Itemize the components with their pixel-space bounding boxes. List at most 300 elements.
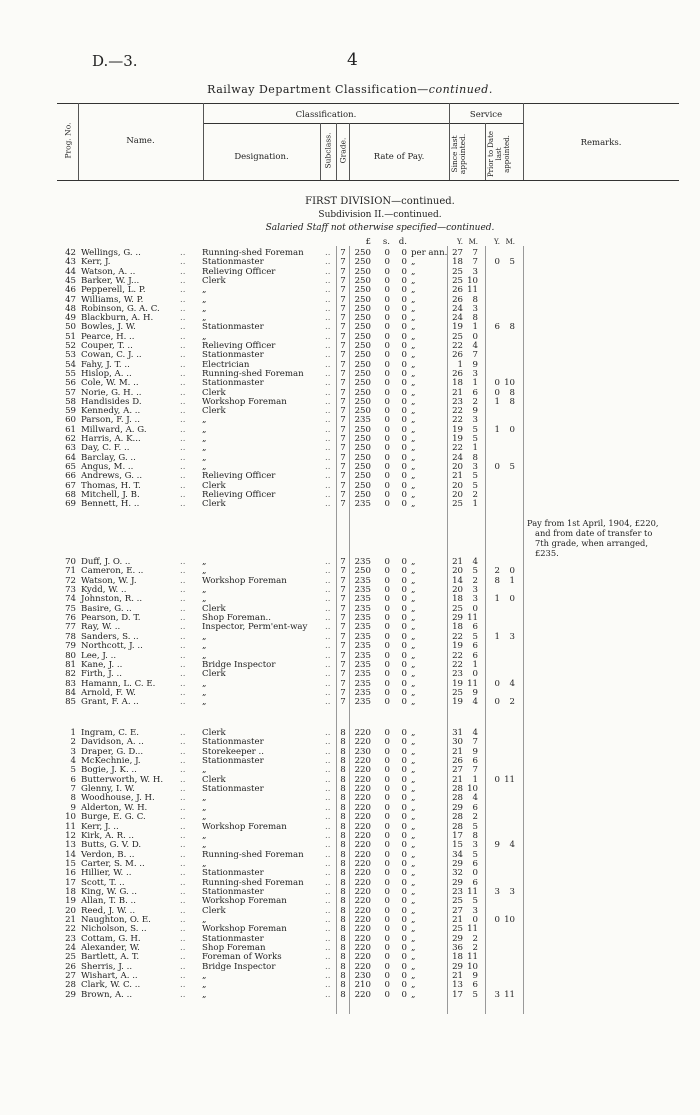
cell-name: Kerr, J. .. [81, 821, 119, 832]
cell-per: „ [411, 989, 416, 1000]
cell-name: Couper, T. .. [81, 341, 133, 351]
cell-m: 3 [472, 840, 478, 851]
cell-pm: 0 [509, 594, 515, 605]
cell-des: „ [202, 631, 207, 642]
cell-m: 7 [472, 765, 478, 776]
cell-no: 63 [65, 443, 76, 454]
cell-d: 0 [401, 631, 407, 642]
cell-y: 23 [452, 886, 463, 897]
cell-pm: 4 [509, 840, 515, 851]
cell-y: 21 [452, 557, 463, 567]
cell-name: Alexander, W. [81, 943, 140, 954]
cell-per: „ [411, 322, 416, 333]
cell-m: 1 [472, 322, 478, 333]
cell-no: 5 [70, 765, 76, 776]
cell-s: 0 [384, 802, 390, 813]
cell-des: „ [202, 641, 207, 652]
cell-y: 26 [452, 756, 463, 767]
cell-des: Clerk [202, 387, 226, 398]
cell-name: Glenny, I. W. [81, 784, 135, 795]
leader-dots: .. [180, 802, 186, 813]
cell-m: 9 [472, 687, 478, 698]
cell-py: 0 [494, 697, 500, 708]
leader-dots: .. [325, 849, 331, 860]
cell-des: „ [202, 793, 207, 804]
cell-name: Pepperell, L. P. [81, 285, 146, 296]
cell-no: 77 [65, 622, 76, 633]
leader-dots: .. [180, 415, 186, 426]
cell-des: „ [202, 313, 207, 324]
cell-y: 36 [452, 943, 463, 954]
cell-s: 0 [384, 905, 390, 916]
cell-m: 2 [472, 489, 478, 500]
cell-l: 220 [354, 849, 371, 860]
leader-dots: .. [180, 489, 186, 500]
cell-grade: 7 [340, 257, 346, 268]
cell-pm: 2 [509, 697, 515, 708]
cell-per: „ [411, 933, 416, 944]
leader-dots: .. [180, 471, 186, 482]
cell-m: 5 [472, 434, 478, 444]
leader-dots: .. [180, 774, 186, 785]
cell-s: 0 [384, 868, 390, 879]
leader-dots: .. [180, 499, 186, 510]
cell-per: „ [411, 971, 416, 982]
unit-pound: £ [365, 237, 371, 247]
cell-l: 220 [354, 774, 371, 785]
cell-m: 4 [472, 341, 478, 351]
cell-no: 78 [65, 631, 76, 642]
header-rate-of-pay: Rate of Pay. [373, 152, 425, 162]
cell-des: Clerk [202, 480, 226, 491]
cell-per: „ [411, 980, 416, 991]
cell-per: „ [411, 697, 416, 708]
cell-d: 0 [401, 613, 407, 624]
cell-d: 0 [401, 471, 407, 482]
cell-l: 220 [354, 896, 371, 907]
cell-l: 220 [354, 924, 371, 935]
cell-py: 6 [494, 322, 500, 333]
cell-m: 8 [472, 294, 478, 305]
cell-no: 11 [65, 821, 76, 832]
cell-l: 230 [354, 746, 371, 757]
cell-per: „ [411, 480, 416, 491]
cell-per: „ [411, 650, 416, 661]
cell-per: „ [411, 603, 416, 614]
classification-rule [203, 123, 449, 124]
cell-per: „ [411, 461, 416, 472]
leader-dots: .. [325, 896, 331, 907]
cell-name: Bogie, J. K. .. [81, 765, 137, 776]
cell-des: „ [202, 585, 207, 596]
cell-per: „ [411, 868, 416, 879]
cell-pm: 8 [509, 387, 515, 398]
cell-s: 0 [384, 499, 390, 510]
cell-grade: 7 [340, 341, 346, 351]
cell-l: 250 [354, 341, 371, 351]
cell-s: 0 [384, 830, 390, 841]
cell-name: Watson, A. .. [81, 266, 136, 277]
cell-des: Stationmaster [202, 886, 264, 897]
cell-m: 8 [472, 313, 478, 324]
leader-dots: .. [325, 756, 331, 767]
cell-des: Stationmaster [202, 868, 264, 879]
cell-no: 76 [65, 613, 76, 624]
cell-d: 0 [401, 313, 407, 324]
cell-no: 75 [65, 603, 76, 614]
cell-l: 250 [354, 350, 371, 361]
cell-m: 10 [467, 961, 478, 972]
cell-name: Williams, W. P. [81, 294, 144, 305]
cell-m: 6 [472, 650, 478, 661]
leader-dots: .. [325, 313, 331, 324]
header-designation: Designation. [234, 152, 289, 162]
cell-l: 250 [354, 452, 371, 463]
cell-y: 20 [452, 480, 463, 491]
remark-line: 7th grade, when arranged, [535, 538, 648, 548]
cell-s: 0 [384, 368, 390, 379]
cell-m: 8 [472, 830, 478, 841]
cell-d: 0 [401, 915, 407, 925]
cell-des: „ [202, 285, 207, 296]
cell-no: 19 [65, 896, 76, 907]
cell-l: 220 [354, 943, 371, 954]
title-suffix: —continued. [417, 83, 493, 96]
table-row [0, 697, 700, 707]
leader-dots: .. [180, 443, 186, 454]
cell-y: 25 [452, 896, 463, 907]
leader-dots: .. [180, 359, 186, 370]
cell-name: Butterworth, W. H. [81, 774, 164, 785]
cell-py: 0 [494, 915, 500, 925]
cell-l: 235 [354, 622, 371, 633]
cell-py: 0 [494, 257, 500, 268]
cell-l: 220 [354, 886, 371, 897]
leader-dots: .. [180, 659, 186, 670]
cell-des: „ [202, 802, 207, 813]
cell-des: Running-shed Foreman [202, 248, 304, 258]
leader-dots: .. [325, 266, 331, 277]
cell-m: 3 [472, 461, 478, 472]
leader-dots: .. [325, 840, 331, 851]
cell-per: per ann. [411, 248, 448, 258]
cell-per: „ [411, 585, 416, 596]
cell-des: „ [202, 971, 207, 982]
cell-d: 0 [401, 669, 407, 680]
leader-dots: .. [180, 858, 186, 869]
cell-m: 1 [472, 499, 478, 510]
cell-m: 2 [472, 575, 478, 586]
cell-grade: 8 [340, 756, 346, 767]
cell-py: 0 [494, 378, 500, 389]
unit-y2: Y. [494, 238, 500, 246]
cell-d: 0 [401, 499, 407, 510]
cell-l: 220 [354, 952, 371, 963]
cell-des: „ [202, 858, 207, 869]
cell-no: 6 [70, 774, 76, 785]
cell-l: 250 [354, 266, 371, 277]
leader-dots: .. [325, 461, 331, 472]
cell-d: 0 [401, 830, 407, 841]
cell-grade: 7 [340, 368, 346, 379]
cell-l: 235 [354, 603, 371, 614]
cell-l: 235 [354, 669, 371, 680]
cell-m: 7 [472, 257, 478, 268]
cell-pm: 10 [504, 915, 515, 925]
cell-m: 10 [467, 275, 478, 286]
cell-grade: 7 [340, 489, 346, 500]
cell-grade: 7 [340, 313, 346, 324]
cell-l: 235 [354, 415, 371, 426]
cell-s: 0 [384, 896, 390, 907]
cell-grade: 7 [340, 566, 346, 577]
cell-des: „ [202, 594, 207, 605]
leader-dots: .. [180, 434, 186, 444]
cell-m: 11 [467, 886, 478, 897]
cell-s: 0 [384, 489, 390, 500]
cell-py: 1 [494, 396, 500, 407]
leader-dots: .. [325, 585, 331, 596]
cell-s: 0 [384, 858, 390, 869]
cell-s: 0 [384, 756, 390, 767]
unit-y1: Y. [457, 238, 463, 246]
cell-per: „ [411, 368, 416, 379]
leader-dots: .. [180, 830, 186, 841]
cell-per: „ [411, 858, 416, 869]
cell-y: 1 [457, 359, 463, 370]
cell-y: 21 [452, 746, 463, 757]
cell-m: 3 [472, 585, 478, 596]
cell-des: Relieving Officer [202, 341, 276, 351]
cell-s: 0 [384, 915, 390, 925]
cell-des: Electrician [202, 359, 250, 370]
leader-dots: .. [180, 461, 186, 472]
cell-name: Arnold, F. W. [81, 687, 136, 698]
cell-m: 5 [472, 480, 478, 491]
cell-no: 62 [65, 434, 76, 444]
cell-m: 5 [472, 566, 478, 577]
cell-des: Relieving Officer [202, 489, 276, 500]
cell-grade: 7 [340, 575, 346, 586]
cell-name: Handisides D. [81, 396, 142, 407]
leader-dots: .. [180, 257, 186, 268]
cell-s: 0 [384, 603, 390, 614]
cell-m: 5 [472, 424, 478, 435]
cell-y: 14 [452, 575, 463, 586]
cell-s: 0 [384, 943, 390, 954]
cell-m: 10 [467, 784, 478, 795]
cell-s: 0 [384, 765, 390, 776]
cell-d: 0 [401, 924, 407, 935]
cell-l: 220 [354, 989, 371, 1000]
cell-y: 21 [452, 774, 463, 785]
leader-dots: .. [180, 943, 186, 954]
cell-per: „ [411, 784, 416, 795]
cell-y: 27 [452, 248, 463, 258]
cell-y: 22 [452, 415, 463, 426]
cell-name: Barker, W. J... [81, 275, 140, 286]
cell-des: Bridge Inspector [202, 659, 276, 670]
cell-py: 1 [494, 631, 500, 642]
cell-per: „ [411, 746, 416, 757]
cell-m: 11 [467, 613, 478, 624]
cell-grade: 8 [340, 915, 346, 925]
cell-y: 28 [452, 793, 463, 804]
cell-py: 2 [494, 566, 500, 577]
cell-grade: 7 [340, 631, 346, 642]
cell-s: 0 [384, 793, 390, 804]
cell-per: „ [411, 396, 416, 407]
cell-per: „ [411, 341, 416, 351]
cell-s: 0 [384, 566, 390, 577]
cell-per: „ [411, 613, 416, 624]
cell-grade: 8 [340, 830, 346, 841]
cell-y: 17 [452, 989, 463, 1000]
cell-no: 83 [65, 678, 76, 689]
leader-dots: .. [325, 303, 331, 314]
cell-grade: 7 [340, 396, 346, 407]
cell-pm: 5 [509, 461, 515, 472]
cell-d: 0 [401, 248, 407, 258]
cell-per: „ [411, 499, 416, 510]
page-number: 4 [347, 50, 358, 70]
cell-name: Clark, W. C. .. [81, 980, 141, 991]
leader-dots: .. [180, 877, 186, 888]
cell-grade: 8 [340, 924, 346, 935]
cell-s: 0 [384, 248, 390, 258]
cell-y: 22 [452, 659, 463, 670]
cell-per: „ [411, 303, 416, 314]
cell-m: 6 [472, 756, 478, 767]
cell-des: „ [202, 415, 207, 426]
cell-s: 0 [384, 613, 390, 624]
cell-no: 64 [65, 452, 76, 463]
cell-l: 250 [354, 424, 371, 435]
cell-m: 3 [472, 266, 478, 277]
cell-y: 29 [452, 961, 463, 972]
remark-row-69 [527, 518, 692, 558]
cell-l: 220 [354, 933, 371, 944]
leader-dots: .. [325, 678, 331, 689]
cell-no: 2 [70, 737, 76, 748]
cell-grade: 7 [340, 424, 346, 435]
cell-grade: 7 [340, 387, 346, 398]
cell-y: 22 [452, 443, 463, 454]
cell-no: 52 [65, 341, 76, 351]
cell-l: 220 [354, 877, 371, 888]
cell-name: Carter, S. M. .. [81, 858, 145, 869]
leader-dots: .. [325, 980, 331, 991]
cell-no: 24 [65, 943, 76, 954]
cell-s: 0 [384, 396, 390, 407]
cell-d: 0 [401, 575, 407, 586]
cell-d: 0 [401, 858, 407, 869]
cell-m: 5 [472, 989, 478, 1000]
cell-d: 0 [401, 285, 407, 296]
cell-m: 4 [472, 697, 478, 708]
leader-dots: .. [325, 434, 331, 444]
cell-y: 25 [452, 331, 463, 342]
cell-l: 220 [354, 830, 371, 841]
cell-m: 4 [472, 793, 478, 804]
cell-y: 18 [452, 594, 463, 605]
cell-y: 29 [452, 802, 463, 813]
cell-l: 250 [354, 434, 371, 444]
cell-y: 25 [452, 266, 463, 277]
cell-name: Bartlett, A. T. [81, 952, 140, 963]
cell-grade: 7 [340, 275, 346, 286]
cell-d: 0 [401, 368, 407, 379]
cell-s: 0 [384, 313, 390, 324]
cell-name: Kane, J. .. [81, 659, 123, 670]
cell-m: 0 [472, 915, 478, 925]
cell-grade: 8 [340, 812, 346, 823]
cell-per: „ [411, 840, 416, 851]
cell-d: 0 [401, 793, 407, 804]
cell-l: 235 [354, 631, 371, 642]
leader-dots: .. [325, 737, 331, 748]
cell-name: Lee, J. .. [81, 650, 117, 661]
leader-dots: .. [180, 406, 186, 417]
cell-d: 0 [401, 868, 407, 879]
cell-l: 235 [354, 575, 371, 586]
cell-grade: 8 [340, 868, 346, 879]
cell-no: 56 [65, 378, 76, 389]
cell-s: 0 [384, 285, 390, 296]
cell-grade: 8 [340, 896, 346, 907]
leader-dots: .. [325, 594, 331, 605]
cell-no: 73 [65, 585, 76, 596]
cell-s: 0 [384, 877, 390, 888]
cell-no: 60 [65, 415, 76, 426]
cell-pm: 3 [509, 631, 515, 642]
leader-dots: .. [180, 424, 186, 435]
cell-per: „ [411, 415, 416, 426]
cell-grade: 7 [340, 359, 346, 370]
cell-grade: 8 [340, 784, 346, 795]
cell-name: Cameron, E. .. [81, 566, 144, 577]
cell-pm: 3 [509, 886, 515, 897]
cell-py: 1 [494, 594, 500, 605]
cell-pm: 11 [504, 989, 515, 1000]
cell-per: „ [411, 915, 416, 925]
cell-pm: 4 [509, 678, 515, 689]
cell-y: 29 [452, 933, 463, 944]
cell-m: 3 [472, 905, 478, 916]
cell-m: 1 [472, 659, 478, 670]
cell-per: „ [411, 896, 416, 907]
remark-line: £235. [535, 548, 559, 558]
cell-l: 250 [354, 378, 371, 389]
leader-dots: .. [325, 622, 331, 633]
cell-per: „ [411, 961, 416, 972]
cell-d: 0 [401, 980, 407, 991]
cell-s: 0 [384, 452, 390, 463]
cell-name: Harris, A. K... [81, 434, 141, 444]
cell-l: 250 [354, 275, 371, 286]
cell-d: 0 [401, 728, 407, 738]
cell-name: Parson, F. J. .. [81, 415, 141, 426]
leader-dots: .. [325, 924, 331, 935]
cell-d: 0 [401, 659, 407, 670]
cell-l: 235 [354, 613, 371, 624]
cell-m: 6 [472, 858, 478, 869]
cell-s: 0 [384, 641, 390, 652]
cell-des: „ [202, 557, 207, 567]
cell-grade: 7 [340, 248, 346, 258]
cell-grade: 8 [340, 858, 346, 869]
cell-no: 43 [65, 257, 76, 268]
